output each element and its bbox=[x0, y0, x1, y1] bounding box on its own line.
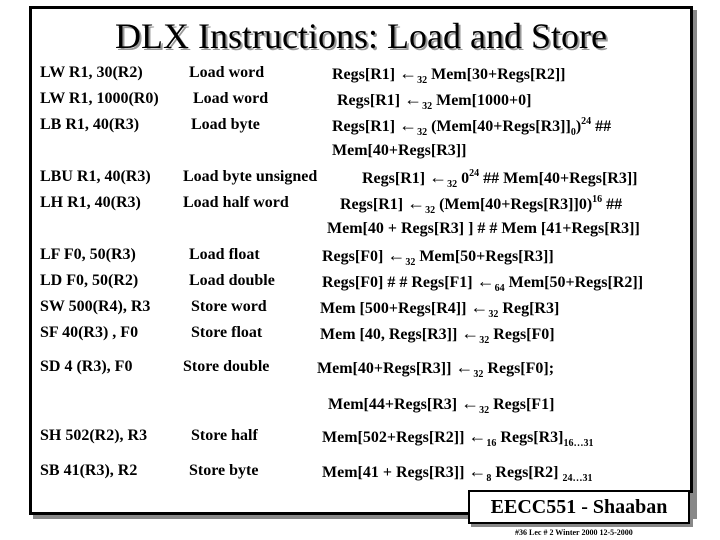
semantics: Regs[R1] $\leftarrow_{32}$ (Mem[40+Regs[R3]]0)$^{16}$ ## bbox=[340, 193, 623, 216]
instruction: LBU R1, 40(R3) bbox=[40, 168, 151, 185]
instruction: LW R1, 30(R2) bbox=[40, 64, 143, 81]
semantics: Mem [40, Regs[R3]] $\leftarrow_{32}$ Regs[F0] bbox=[320, 323, 555, 346]
description: Load word bbox=[193, 90, 269, 107]
semantics: Mem[502+Regs[R2]] $\leftarrow_{16}$ $Regs[R3]_{16\dots 31}$ bbox=[322, 426, 594, 449]
semantics: Regs[R1] $\leftarrow_{32}$ Mem[1000+0] bbox=[337, 89, 532, 112]
semantics: Regs[R1] $\leftarrow_{32}$ $(Mem[40+Regs[R3]]_0)^{24}$ ## bbox=[332, 115, 612, 138]
semantics: Mem[41 + Regs[R3]] $\leftarrow_8$ Regs[R2] $_{24\dots 31}$ bbox=[322, 461, 593, 484]
semantics-continued: Mem[40 + Regs[R3] ] # # Mem [41+Regs[R3]] bbox=[327, 220, 640, 237]
instruction: SB 41(R3), R2 bbox=[40, 462, 138, 479]
instruction: SW 500(R4), R3 bbox=[40, 298, 151, 315]
instruction: SF 40(R3) , F0 bbox=[40, 324, 139, 341]
description: Load byte bbox=[191, 116, 260, 133]
description: Store double bbox=[183, 358, 270, 375]
slide-frame bbox=[29, 6, 693, 515]
instruction: LH R1, 40(R3) bbox=[40, 194, 141, 211]
description: Store byte bbox=[189, 462, 259, 479]
description: Store half bbox=[191, 427, 258, 444]
instruction: LD F0, 50(R2) bbox=[40, 272, 139, 289]
semantics-continued: Mem[40+Regs[R3]] bbox=[332, 142, 467, 159]
description: Load double bbox=[189, 272, 275, 289]
slide-footer: #36 Lec # 2 Winter 2000 12-5-2000 bbox=[515, 528, 633, 537]
instruction: LW R1, 1000(R0) bbox=[40, 90, 159, 107]
semantics: Mem [500+Regs[R4]] $\leftarrow_{32}$ Reg[R3] bbox=[320, 297, 560, 320]
description: Load word bbox=[189, 64, 265, 81]
instruction: LB R1, 40(R3) bbox=[40, 116, 140, 133]
instruction: LF F0, 50(R3) bbox=[40, 246, 136, 263]
semantics: Regs[F0] # # Regs[F1] $\leftarrow_{64}$ Mem[50+Regs[R2]] bbox=[322, 271, 644, 294]
slide-title: DLX Instructions: Load and Store bbox=[115, 16, 607, 56]
description: Store word bbox=[191, 298, 267, 315]
instruction: SD 4 (R3), F0 bbox=[40, 358, 133, 375]
description: Load float bbox=[189, 246, 260, 263]
description: Load half word bbox=[183, 194, 289, 211]
semantics: Mem[40+Regs[R3]] $\leftarrow_{32}$ Regs[F0]; bbox=[317, 357, 555, 380]
semantics: Regs[R1] $\leftarrow_{32}$ Mem[30+Regs[R2]] bbox=[332, 63, 566, 86]
semantics-continued: Mem[44+Regs[R3] $\leftarrow_{32}$ Regs[F1] bbox=[328, 393, 555, 416]
instruction: SH 502(R2), R3 bbox=[40, 427, 148, 444]
description: Store float bbox=[191, 324, 263, 341]
description: Load byte unsigned bbox=[183, 168, 318, 185]
course-badge: EECC551 - Shaaban bbox=[468, 490, 690, 524]
semantics: Regs[R1] $\leftarrow_{32}$ $0^{24}$ ## Mem[40+Regs[R3]] bbox=[362, 167, 638, 190]
semantics: Regs[F0] $\leftarrow_{32}$ Mem[50+Regs[R3]] bbox=[322, 245, 554, 268]
